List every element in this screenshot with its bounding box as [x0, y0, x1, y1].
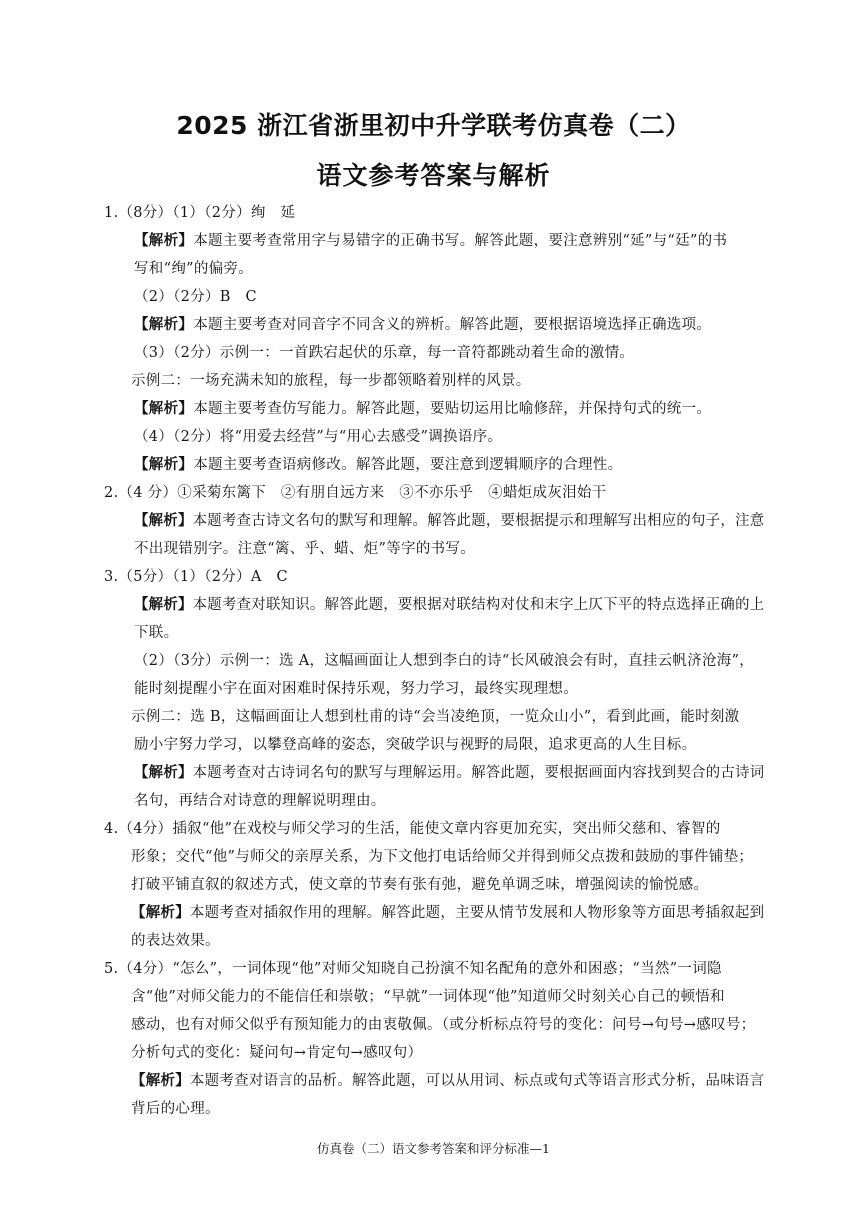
analysis-tag: 【解析】: [134, 232, 194, 249]
answer-line: 背后的心理。: [131, 1101, 220, 1117]
answer-line: （3）（2分）示例一：一首跌宕起伏的乐章，每一音符都跳动着生命的激情。: [134, 345, 635, 361]
answer-line: 分析句式的变化：疑问句→肯定句→感叹句）: [131, 1045, 423, 1061]
analysis-tag: 【解析】: [134, 456, 194, 473]
answer-line: 下联。: [134, 625, 179, 641]
page-subtitle: 语文参考答案与解析: [316, 161, 551, 190]
answer-line: 3.（5分）（1）（2分）A C: [104, 569, 288, 585]
analysis-tag: 【解析】: [134, 596, 193, 613]
analysis-tag: 【解析】: [131, 1072, 190, 1089]
answer-line: 打破平铺直叙的叙述方式，使文章的节奏有张有弛，避免单调乏味，增强阅读的愉悦感。: [131, 877, 709, 893]
analysis-tag: 【解析】: [134, 316, 194, 333]
answer-line: （4）（2分）将“用爱去经营”与“用心去感受”调换语序。: [134, 429, 503, 445]
analysis-line: 【解析】本题主要考查常用字与易错字的正确书写。解答此题，要注意辨别“延”与“廷”的书: [134, 232, 728, 249]
analysis-line: 【解析】本题考查对插叙作用的理解。解答此题，主要从情节发展和人物形象等方面思考插叙起到: [131, 904, 765, 921]
analysis-line: 【解析】本题考查对语言的品析。解答此题，可以从用词、标点或句式等语言形式分析，品味语言: [131, 1072, 765, 1089]
answer-line: 的表达效果。: [131, 933, 220, 949]
answer-line: 5.（4分）“怎么”，一词体现“他”对师父知晓自己扮演不知名配角的意外和困惑；“当然”一词隐: [104, 961, 722, 977]
answer-line: 1.（8分）（1）（2分）绚 延: [104, 205, 296, 221]
answer-line: 名句，再结合对诗意的理解说明理由。: [134, 793, 386, 809]
analysis-tag: 【解析】: [134, 400, 194, 417]
answer-line: 感动，也有对师父似乎有预知能力的由衷敬佩。（或分析标点符号的变化：问号→句号→感叹号；: [131, 1017, 756, 1033]
answer-line: 示例二：一场充满未知的旅程，每一步都领略着别样的风景。: [131, 373, 531, 389]
answer-line: 能时刻提醒小宇在面对困难时保持乐观，努力学习，最终实现理想。: [134, 681, 578, 697]
answer-line: 4.（4分）插叙“他”在戏校与师父学习的生活，能使文章内容更加充实，突出师父慈和、睿智的: [104, 821, 721, 837]
analysis-line: 【解析】本题主要考查仿写能力。解答此题，要贴切运用比喻修辞，并保持句式的统一。: [134, 400, 712, 417]
answer-line: 写和“绚”的偏旁。: [134, 261, 254, 277]
analysis-tag: 【解析】: [131, 904, 190, 921]
analysis-tag: 【解析】: [134, 764, 193, 781]
answer-line: 形象；交代“他”与师父的亲厚关系，为下文他打电话给师父并得到师父点拨和鼓励的事件铺垫；: [131, 849, 754, 865]
page-footer: 仿真卷（二）语文参考答案和评分标准—1: [317, 1141, 550, 1156]
answer-line: （2）（3分）示例一：选 A，这幅画面让人想到李白的诗“长风破浪会有时，直挂云帆济沧海”，: [134, 653, 755, 669]
analysis-line: 【解析】本题考查对古诗词名句的默写与理解运用。解答此题，要根据画面内容找到契合的古诗词: [134, 764, 765, 781]
answer-line: 示例二：选 B，这幅画面让人想到杜甫的诗“会当凌绝顶，一览众山小”，看到此画，能时刻激: [131, 709, 740, 725]
analysis-line: 【解析】本题主要考查对同音字不同含义的辨析。解答此题，要根据语境选择正确选项。: [134, 316, 712, 333]
answer-line: 2.（4 分）①采菊东篱下 ②有朋自远方来 ③不亦乐乎 ④蜡炬成灰泪始干: [104, 485, 607, 501]
page-title: 2025 浙江省浙里初中升学联考仿真卷（二）: [176, 111, 691, 140]
answer-line: （2）（2分）B C: [134, 289, 257, 305]
analysis-line: 【解析】本题考查古诗文名句的默写和理解。解答此题，要根据提示和理解写出相应的句子，注意: [134, 512, 765, 529]
analysis-line: 【解析】本题考查对联知识。解答此题，要根据对联结构对仗和末字上仄下平的特点选择正确的上: [134, 596, 765, 613]
analysis-tag: 【解析】: [134, 512, 193, 529]
answer-line: 不出现错别字。注意“篱、乎、蜡、炬”等字的书写。: [134, 541, 476, 557]
analysis-line: 【解析】本题主要考查语病修改。解答此题，要注意到逻辑顺序的合理性。: [134, 456, 623, 473]
answer-line: 含“他”对师父能力的不能信任和崇敬；“早就”一词体现“他”知道师父时刻关心自己的顿悟和: [131, 989, 725, 1005]
answer-line: 励小宇努力学习，以攀登高峰的姿态，突破学识与视野的局限，追求更高的人生目标。: [134, 737, 697, 753]
